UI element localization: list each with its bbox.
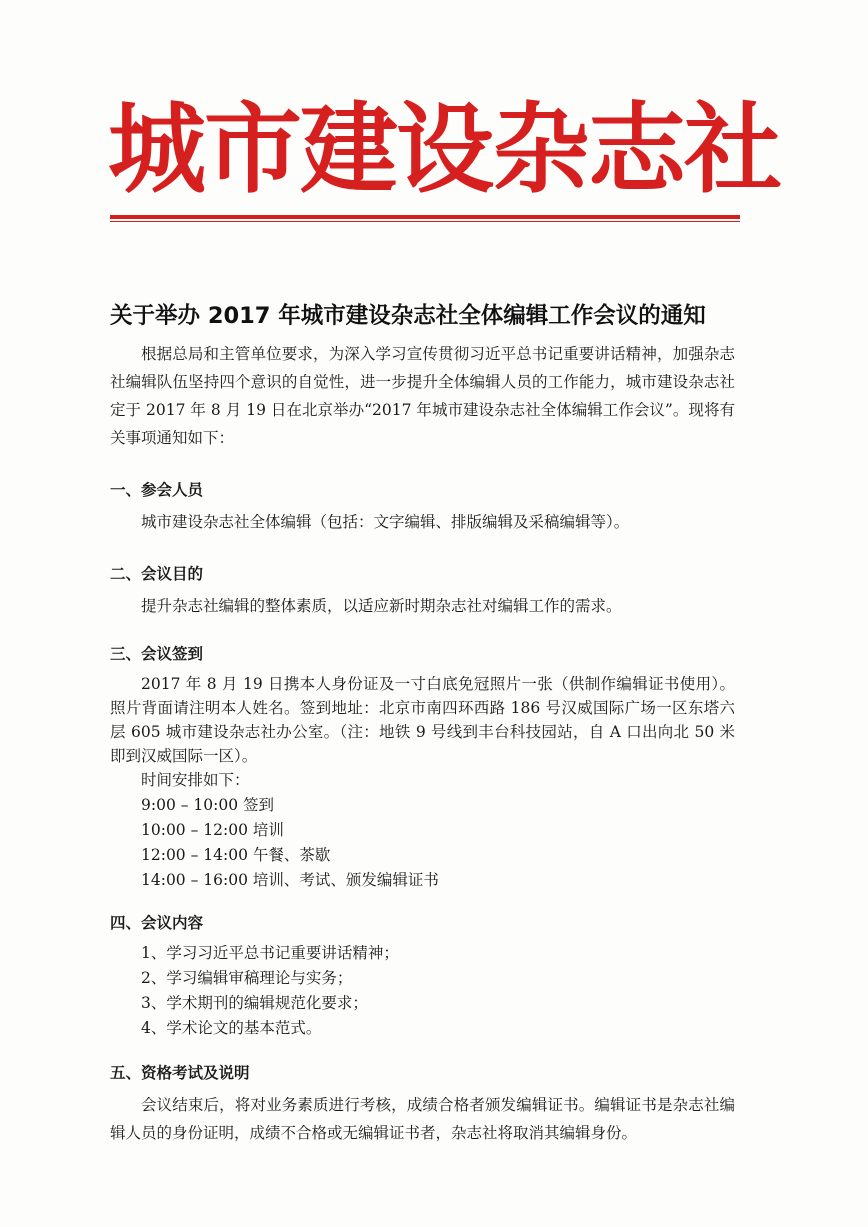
masthead-title: 城市建设杂志社 <box>108 92 781 207</box>
section-body-exam: 会议结束后，将对业务素质进行考核，成绩合格者颁发编辑证书。编辑证书是杂志社编辑人员的身份证明，成绩不合格或无编辑证书者，杂志社将取消其编辑身份。 <box>110 1096 735 1142</box>
section-body-attendees: 城市建设杂志社全体编辑（包括：文字编辑、排版编辑及采稿编辑等）。 <box>141 513 630 531</box>
schedule-item: 14:00 – 16:00 培训、考试、颁发编辑证书 <box>141 871 439 889</box>
masthead-rule-thick <box>110 215 740 219</box>
content-list-item: 4、学术论文的基本范式。 <box>141 1019 322 1037</box>
content-list-item: 3、学术期刊的编辑规范化要求； <box>141 994 368 1012</box>
schedule-label: 时间安排如下： <box>141 771 250 789</box>
section-body-signin: 2017 年 8 月 19 日携本人身份证及一寸白底免冠照片一张（供制作编辑证书使用）。照片背面请注明本人姓名。签到地址：北京市南四环西路 186 号汉威国际广场一区东塔六层 605 城市建设杂志社办公室。（注：地铁 9 号线到丰台科技园站，自 A 口出向北 50 米即到汉威国际一区）。 <box>110 675 735 765</box>
schedule-item: 12:00 – 14:00 午餐、茶歇 <box>141 846 331 864</box>
section-heading-purpose: 二、会议目的 <box>110 565 204 583</box>
section-heading-attendees: 一、参会人员 <box>110 481 204 499</box>
content-list-item: 2、学习编辑审稿理论与实务； <box>141 969 353 987</box>
schedule-item: 9:00 – 10:00 签到 <box>141 796 275 814</box>
schedule-item: 10:00 – 12:00 培训 <box>141 821 284 839</box>
section-heading-exam: 五、资格考试及说明 <box>110 1064 250 1082</box>
content-list-item: 1、学习习近平总书记重要讲话精神； <box>141 944 399 962</box>
document-title: 关于举办 2017 年城市建设杂志社全体编辑工作会议的通知 <box>110 303 706 329</box>
section-body-purpose: 提升杂志社编辑的整体素质，以适应新时期杂志社对编辑工作的需求。 <box>141 597 622 615</box>
section-heading-content: 四、会议内容 <box>110 914 204 932</box>
section-heading-signin: 三、会议签到 <box>110 645 204 663</box>
masthead <box>108 92 781 207</box>
intro-paragraph: 根据总局和主管单位要求，为深入学习宣传贯彻习近平总书记重要讲话精神，加强杂志社编辑队伍坚持四个意识的自觉性，进一步提升全体编辑人员的工作能力，城市建设杂志社定于 2017 年 8 月 19 日在北京举办“2017 年城市建设杂志社全体编辑工作会议”。现将有关事项通知如下： <box>110 345 735 447</box>
document-body <box>110 340 735 1147</box>
masthead-rule-thin <box>110 221 740 222</box>
